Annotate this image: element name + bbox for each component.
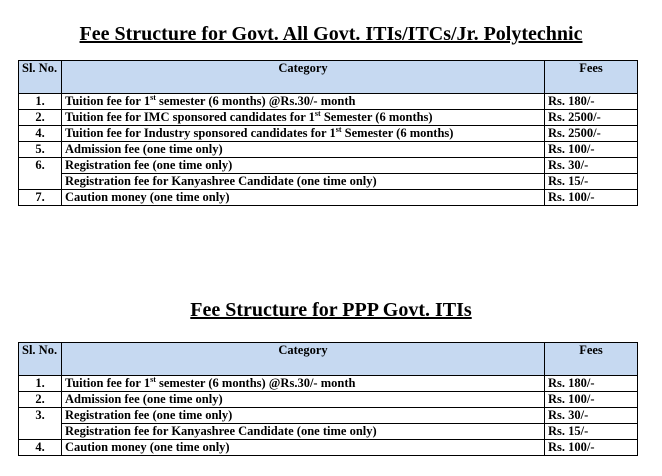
category-header: Category [62, 61, 545, 94]
fees-cell: Rs. 2500/- [545, 126, 638, 142]
sl-no-cell: 4. [19, 440, 62, 456]
section2-title: Fee Structure for PPP Govt. ITIs [190, 299, 472, 321]
table-row [19, 190, 638, 206]
category-cell: Registration fee for Kanyashree Candidate (one time only) [62, 174, 545, 190]
fees-cell: Rs. 15/- [545, 174, 638, 190]
fees-cell: Rs. 15/- [545, 424, 638, 440]
category-cell: Tuition fee for 1st semester (6 months) @Rs.30/- month [62, 376, 545, 392]
fees-cell: Rs. 100/- [545, 190, 638, 206]
sl-no-cell: 6. [19, 158, 62, 190]
sl-no-cell: 5. [19, 142, 62, 158]
table-row [19, 424, 638, 440]
fee-table-ppp [18, 342, 638, 456]
fees-cell: Rs. 100/- [545, 440, 638, 456]
category-cell: Admission fee (one time only) [62, 142, 545, 158]
fees-cell: Rs. 180/- [545, 376, 638, 392]
category-cell: Registration fee (one time only) [62, 408, 545, 424]
section1-title: Fee Structure for Govt. All Govt. ITIs/ITCs/Jr. Polytechnic [79, 23, 583, 45]
fees-cell: Rs. 180/- [545, 94, 638, 110]
fees-cell: Rs. 30/- [545, 158, 638, 174]
sl-no-cell: 1. [19, 94, 62, 110]
table-header-row [19, 61, 638, 94]
fees-cell: Rs. 100/- [545, 142, 638, 158]
table-row [19, 392, 638, 408]
fees-header: Fees [545, 61, 638, 94]
table-row [19, 142, 638, 158]
table-row [19, 126, 638, 142]
sl-no-cell: 1. [19, 376, 62, 392]
table-header-row [19, 343, 638, 376]
fees-cell: Rs. 100/- [545, 392, 638, 408]
table-row [19, 94, 638, 110]
category-cell: Admission fee (one time only) [62, 392, 545, 408]
sl-no-cell: 4. [19, 126, 62, 142]
category-cell: Caution money (one time only) [62, 190, 545, 206]
category-cell: Tuition fee for Industry sponsored candidates for 1st Semester (6 months) [62, 126, 545, 142]
sl-no-cell: 2. [19, 392, 62, 408]
table-row [19, 110, 638, 126]
table-row [19, 174, 638, 190]
category-cell: Registration fee for Kanyashree Candidate (one time only) [62, 424, 545, 440]
fees-header: Fees [545, 343, 638, 376]
sl-no-header: Sl. No. [19, 61, 62, 94]
fees-cell: Rs. 30/- [545, 408, 638, 424]
sl-no-cell: 3. [19, 408, 62, 440]
table-row [19, 440, 638, 456]
fee-table-govt [18, 60, 638, 206]
category-header: Category [62, 343, 545, 376]
category-cell: Tuition fee for 1st semester (6 months) @Rs.30/- month [62, 94, 545, 110]
table-row [19, 408, 638, 424]
category-cell: Caution money (one time only) [62, 440, 545, 456]
category-cell: Registration fee (one time only) [62, 158, 545, 174]
sl-no-cell: 2. [19, 110, 62, 126]
sl-no-cell: 7. [19, 190, 62, 206]
table-row [19, 158, 638, 174]
sl-no-header: Sl. No. [19, 343, 62, 376]
table-row [19, 376, 638, 392]
category-cell: Tuition fee for IMC sponsored candidates for 1st Semester (6 months) [62, 110, 545, 126]
fees-cell: Rs. 2500/- [545, 110, 638, 126]
